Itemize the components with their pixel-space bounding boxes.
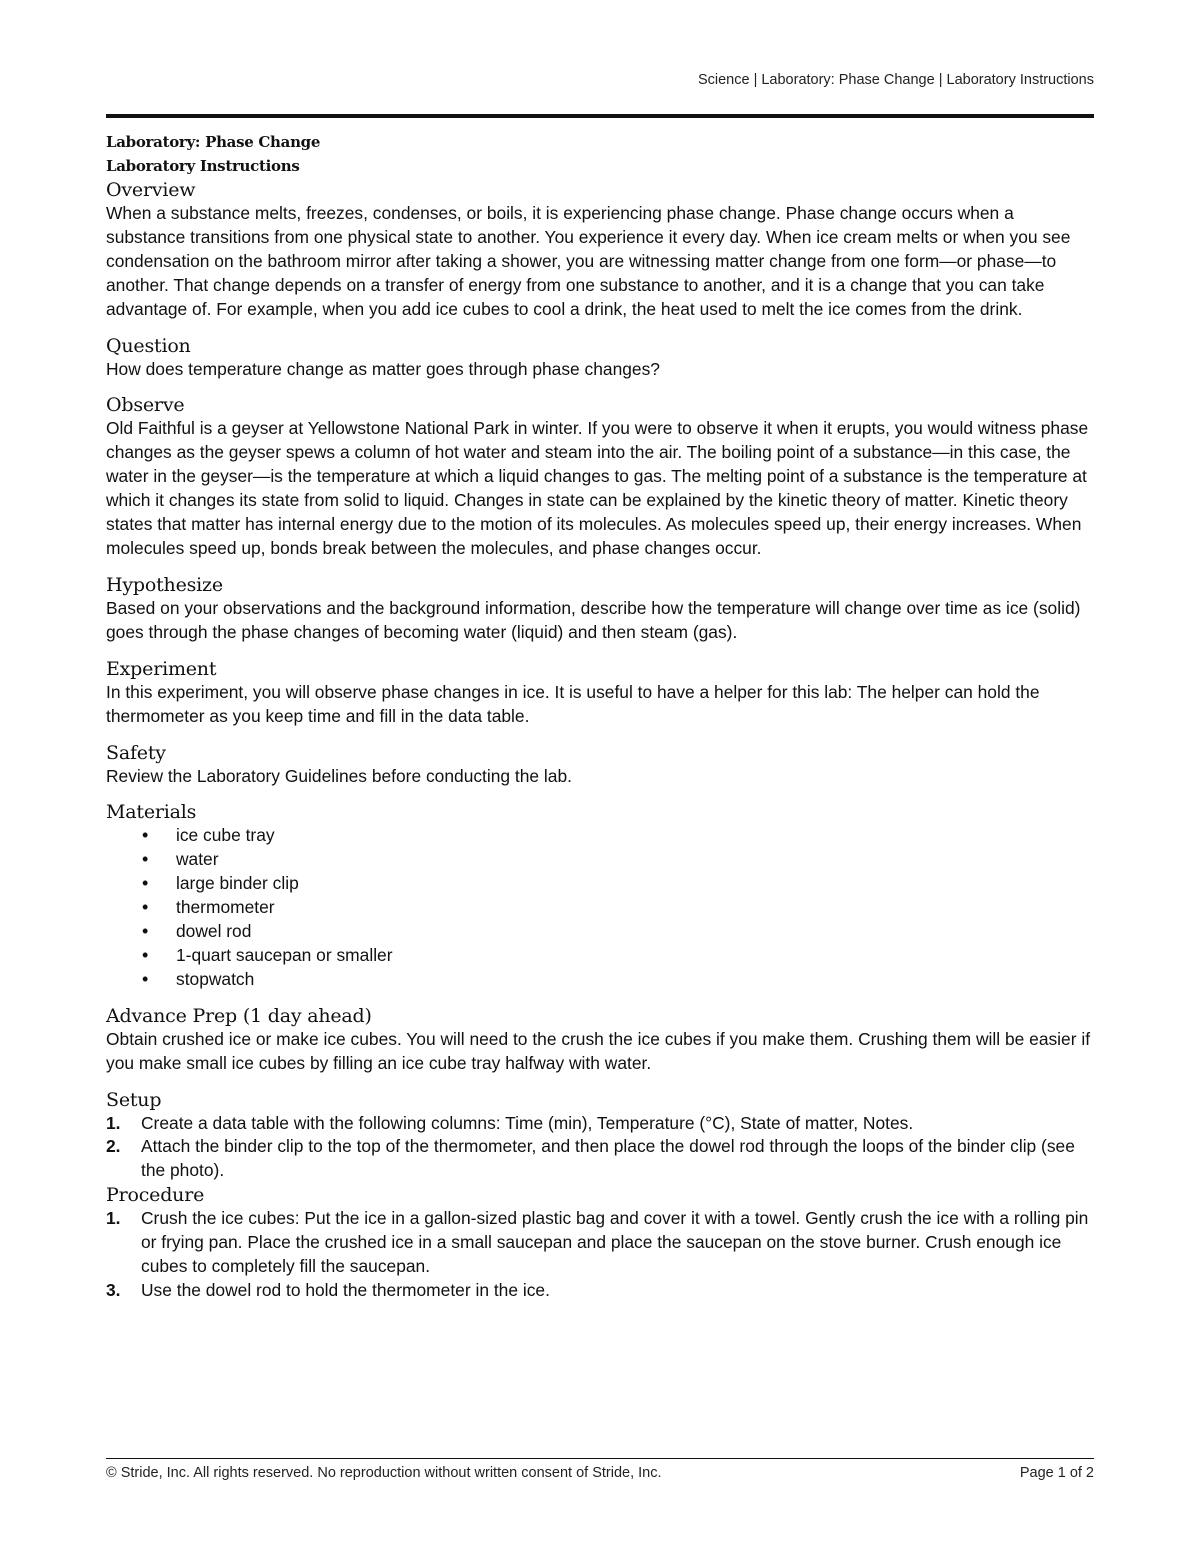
hypothesize-heading: Hypothesize [106,573,223,596]
step-text: Use the dowel rod to hold the thermometer in the ice. [141,1280,550,1300]
step-text: Create a data table with the following columns: Time (min), Temperature (°C), State of matter, Notes. [141,1112,914,1133]
list-item: • large binder clip [106,872,1094,896]
advance-prep-heading: Advance Prep (1 day ahead) [106,1004,372,1027]
setup-steps [106,1112,1094,1184]
overview-text: When a substance melts, freezes, condenses, or boils, it is experiencing phase change. Phase change occurs when a substance transitions from one physical state to another. You experience it every day. When ice cream melts or when you see condensation on the bathroom mirror after taking a shower, you are witnessing matter change from one form—or phase—to another. That change depends on a transfer of energy from one substance to another, and it is a change that you can take advantage of. For example, when you add ice cubes to cool a drink, the heat used to melt the ice comes from the drink. [106,203,1071,319]
list-item: • 1-quart saucepan or smaller [106,944,1094,968]
observe-heading: Observe [106,394,185,417]
overview-heading: Overview [106,179,196,201]
step-number: 2. [106,1136,121,1157]
list-item: • thermometer [106,896,1094,920]
question-heading: Question [106,334,191,357]
document-title: Laboratory: Phase Change [106,133,321,151]
list-item: • water [106,848,1094,872]
experiment-text: In this experiment, you will observe phase changes in ice. It is useful to have a helper for this lab: The helper can hold the thermometer as you keep time and fill in the data table. [106,681,1040,726]
footer-rule [106,1458,1094,1459]
experiment-heading: Experiment [106,657,217,680]
page-number: Page 1 of 2 [1019,1465,1094,1481]
list-item: • ice cube tray [106,824,1094,848]
safety-text: Review the Laboratory Guidelines before conducting the lab. [106,765,572,786]
step-number: 3. [106,1280,121,1300]
materials-heading: Materials [106,801,197,824]
procedure-step [106,1207,1094,1279]
safety-heading: Safety [106,741,166,764]
running-header: Science | Laboratory: Phase Change | Laboratory Instructions [697,72,1094,88]
header-rule [106,114,1094,118]
procedure-step [106,1279,1094,1303]
list-item: • stopwatch [106,968,1094,992]
copyright-notice: © Stride, Inc. All rights reserved. No reproduction without written consent of Stride, Inc. [106,1465,662,1481]
advance-prep-text: Obtain crushed ice or make ice cubes. You will need to the crush the ice cubes if you make them. Crushing them will be easier if you make small ice cubes by filling an ice cube tray halfway with water. [106,1028,1091,1073]
document-subtitle: Laboratory Instructions [106,157,300,175]
procedure-heading: Procedure [106,1184,205,1207]
hypothesize-text: Based on your observations and the background information, describe how the temperature will change over time as ice (solid) goes through the phase changes of becoming water (liquid) and then steam (gas). [106,597,1081,642]
document-body [106,130,1094,1303]
materials-list [106,824,1094,991]
step-number: 1. [106,1112,121,1133]
procedure-steps [106,1207,1094,1303]
question-text: How does temperature change as matter goes through phase changes? [106,358,660,379]
list-item: • dowel rod [106,920,1094,944]
setup-step [106,1112,1094,1136]
step-text: Crush the ice cubes: Put the ice in a gallon-sized plastic bag and cover it with a towel. Gently crush the ice with a rolling pin or frying pan. Place the crushed ice in a small saucepan and place the saucepan on the stove burner. Crush enough ice cubes to completely fill the saucepan. [141,1208,1089,1277]
step-number: 1. [106,1208,121,1229]
setup-step [106,1135,1094,1183]
setup-heading: Setup [106,1088,162,1111]
step-text: Attach the binder clip to the top of the thermometer, and then place the dowel rod through the loops of the binder clip (see the photo). [141,1136,1075,1181]
observe-text: Old Faithful is a geyser at Yellowstone National Park in winter. If you were to observe it when it erupts, you would witness phase changes as the geyser spews a column of hot water and steam into the air. The boiling point of a substance—in this case, the water in the geyser—is the temperature at which a liquid changes to gas. The melting point of a substance is the temperature at which it changes its state from solid to liquid. Changes in state can be explained by the kinetic theory of matter. Kinetic theory states that matter has internal energy due to the motion of its molecules. As molecules speed up, their energy increases. When molecules speed up, bonds break between the molecules, and phase changes occur. [106,418,1089,558]
